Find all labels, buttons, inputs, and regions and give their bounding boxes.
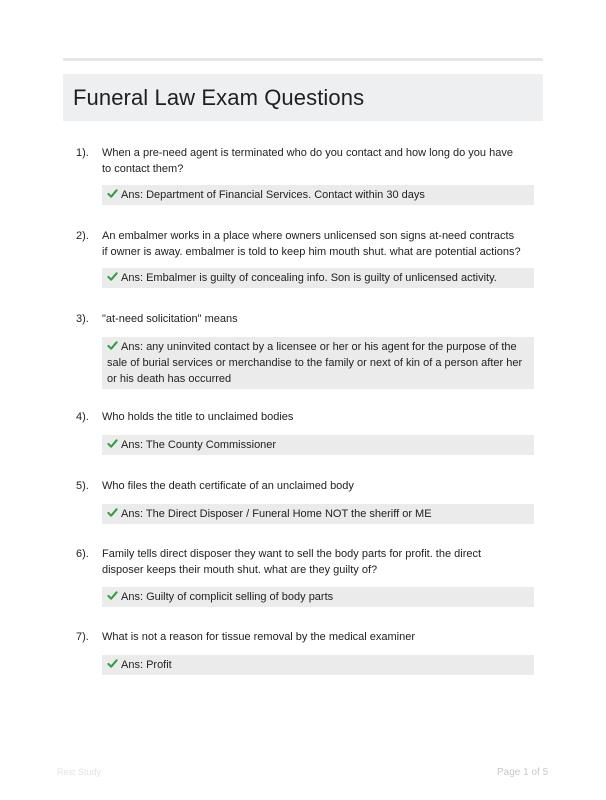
check-icon (107, 340, 118, 351)
question-text: An embalmer works in a place where owners unlicensed son signs at-need contracts if owner is away. embalmer is told to keep him mouth shut. what are potential actions? (102, 230, 521, 258)
answer-box (102, 268, 534, 288)
answer-box (102, 655, 534, 675)
question-text: Who holds the title to unclaimed bodies (102, 411, 294, 423)
page-indicator: Page 1 of 5 (497, 767, 549, 778)
question-number: 4). (76, 411, 89, 423)
answer-text: Ans: any uninvited contact by a licensee or her or his agent for the purpose of the sale of burial services or merchandise to the family or next of kin of a person after her or his death has occurred (107, 341, 523, 385)
question-text: Family tells direct disposer they want to sell the body parts for profit. the direct disposer keeps their mouth shut. what are they guilty of? (102, 548, 482, 576)
check-icon (107, 271, 118, 282)
question-text: When a pre-need agent is terminated who do you contact and how long do you have to contact them? (102, 147, 513, 175)
answer-box (102, 185, 534, 205)
answer-text: Ans: Profit (121, 659, 172, 671)
title-band (63, 74, 543, 121)
question-text: "at-need solicitation" means (102, 313, 238, 325)
answer-text: Ans: Department of Financial Services. Contact within 30 days (121, 189, 425, 201)
answer-text: Ans: Embalmer is guilty of concealing info. Son is guilty of unlicensed activity. (121, 272, 497, 284)
answer-box (102, 587, 534, 607)
answer-box (102, 435, 534, 455)
question-number: 7). (76, 631, 89, 643)
answer-box (102, 504, 534, 524)
question-number: 2). (76, 230, 89, 242)
question-text: What is not a reason for tissue removal by the medical examiner (102, 631, 416, 643)
check-icon (107, 507, 118, 518)
check-icon (107, 658, 118, 669)
page-title: Funeral Law Exam Questions (73, 84, 365, 110)
footer-watermark: Rest Study (57, 767, 102, 777)
check-icon (107, 438, 118, 449)
question-number: 3). (76, 313, 89, 325)
answer-text: Ans: The Direct Disposer / Funeral Home NOT the sheriff or ME (121, 508, 432, 520)
question-number: 6). (76, 548, 89, 560)
answer-text: Ans: The County Commissioner (121, 439, 277, 451)
question-number: 5). (76, 480, 89, 492)
answer-text: Ans: Guilty of complicit selling of body parts (121, 591, 334, 603)
question-text: Who files the death certificate of an unclaimed body (102, 480, 354, 492)
answer-box (102, 337, 534, 389)
top-rule (63, 58, 543, 61)
question-number: 1). (76, 147, 89, 159)
check-icon (107, 590, 118, 601)
check-icon (107, 188, 118, 199)
